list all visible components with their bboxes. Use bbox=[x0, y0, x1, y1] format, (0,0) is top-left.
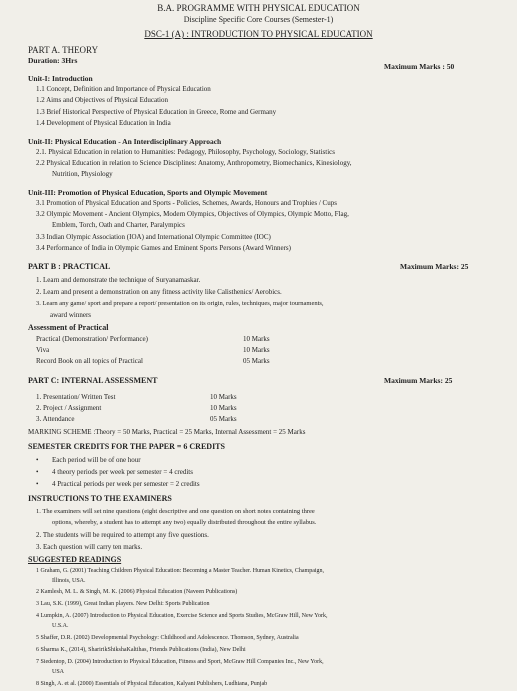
part-c-item: 3. Attendance bbox=[36, 415, 75, 423]
credits-title: SEMESTER CREDITS FOR THE PAPER = 6 CREDITS bbox=[28, 442, 225, 451]
reading-item: 4 Lumpkin, A. (2007) Introduction to Physical Education, Exercise Science and Sports Studies, McGraw Hill, New York, bbox=[36, 613, 328, 619]
part-b-max-marks: Maximum Marks: 25 bbox=[400, 262, 469, 271]
unit-1-item: 1.4 Development of Physical Education in India bbox=[36, 119, 171, 127]
instructions-title: INSTRUCTIONS TO THE EXAMINERS bbox=[28, 494, 172, 503]
part-b-item: 1. Learn and demonstrate the technique of Suryanamaskar. bbox=[36, 276, 201, 284]
part-a-duration: Duration: 3Hrs bbox=[28, 56, 78, 65]
part-c-marks: 10 Marks bbox=[210, 393, 237, 401]
assessment-title: Assessment of Practical bbox=[28, 323, 109, 332]
part-c-item: 2. Project / Assignment bbox=[36, 404, 102, 412]
assessment-marks: 10 Marks bbox=[243, 346, 270, 354]
reading-item: U.S.A. bbox=[52, 623, 69, 629]
unit-1-item: 1.1 Concept, Definition and Importance of Physical Education bbox=[36, 85, 211, 93]
reading-item: 7 Siedentop, D. (2004) Introduction to Physical Education, Fitness and Sport, McGraw Hill Companies Inc., New York, bbox=[36, 659, 324, 665]
unit-2-item: Nutrition, Physiology bbox=[52, 170, 113, 178]
reading-item: USA bbox=[52, 669, 65, 675]
unit-1-title: Unit-I: Introduction bbox=[28, 74, 93, 83]
instructions-item: options, whereby, a student has to attempt any two) equally distributed throughout the entire syllabus. bbox=[52, 519, 317, 526]
instructions-item: 3. Each question will carry ten marks. bbox=[36, 543, 143, 551]
unit-3-item: Emblem, Torch, Oath and Charter, Paralympics bbox=[52, 221, 185, 229]
bullet-icon: • bbox=[36, 456, 39, 464]
unit-3-item: 3.3 Indian Olympic Association (IOA) and International Olympic Committee (IOC) bbox=[36, 233, 271, 241]
assessment-label: Viva bbox=[36, 346, 50, 354]
unit-3-item: 3.1 Promotion of Physical Education and Sports - Policies, Schemes, Awards, Honours and Trophies / Cups bbox=[36, 199, 337, 207]
reading-item: 6 Sharma K., (2014), SharirikShikshaKaltihas, Friends Publications (India), New Delhi bbox=[36, 647, 246, 653]
credits-item: 4 Practical periods per week per semester = 2 credits bbox=[52, 480, 200, 488]
part-c-title: PART C: INTERNAL ASSESSMENT bbox=[28, 376, 158, 385]
reading-item: 2 Kamlesh, M. L. & Singh, M. K. (2006) Physical Education (Naveen Publications) bbox=[36, 589, 238, 595]
part-b-title: PART B : PRACTICAL bbox=[28, 262, 111, 271]
instructions-item: 2. The students will be required to attempt any five questions. bbox=[36, 531, 209, 539]
reading-item: Illinois, USA. bbox=[52, 578, 86, 584]
unit-3-item: 3.4 Performance of India in Olympic Games and Eminent Sports Persons (Award Winners) bbox=[36, 244, 291, 252]
bullet-icon: • bbox=[36, 468, 39, 476]
programme-title: B.A. PROGRAMME WITH PHYSICAL EDUCATION bbox=[157, 3, 360, 13]
part-c-marks: 10 Marks bbox=[210, 404, 237, 412]
part-b-item: 3. Learn any game/ sport and prepare a report/ presentation on its origin, rules, techniques, major tournaments, bbox=[36, 300, 324, 307]
part-c-marks: 05 Marks bbox=[210, 415, 237, 423]
reading-item: 5 Shaffer, D.R. (2002) Developmental Psychology: Childhood and Adolescence. Thomson, Sydney, Australia bbox=[36, 635, 299, 641]
instructions-item: 1. The examiners will set nine questions (eight descriptive and one question on short notes containing three bbox=[36, 508, 315, 515]
unit-1-item: 1.2 Aims and Objectives of Physical Education bbox=[36, 96, 169, 104]
readings-title: SUGGESTED READINGS bbox=[28, 555, 122, 564]
unit-2-item: 2.1. Physical Education in relation to Humanities: Pedagogy, Philosophy, Psychology, Sociology, Statistics bbox=[36, 148, 335, 156]
unit-2-item: 2.2 Physical Education in relation to Science Disciplines: Anatomy, Anthropometry, Biomechanics, Kinesiology, bbox=[36, 159, 352, 167]
assessment-label: Practical (Demonstration/ Performance) bbox=[36, 335, 148, 343]
part-a-title: PART A. THEORY bbox=[28, 45, 99, 55]
marking-scheme: MARKING SCHEME :Theory = 50 Marks, Practical = 25 Marks, Internal Assessment = 25 Marks bbox=[28, 428, 306, 436]
assessment-label: Record Book on all topics of Practical bbox=[36, 357, 143, 365]
part-b-item: award winners bbox=[50, 311, 92, 319]
unit-3-item: 3.2 Olympic Movement - Ancient Olympics, Modern Olympics, Objectives of Olympics, Olympic Motto, Flag, bbox=[36, 210, 349, 218]
discipline-subtitle: Discipline Specific Core Courses (Semester-1) bbox=[183, 15, 334, 24]
bullet-icon: • bbox=[36, 480, 39, 488]
assessment-marks: 10 Marks bbox=[243, 335, 270, 343]
unit-1-item: 1.3 Brief Historical Perspective of Physical Education in Greece, Rome and Germany bbox=[36, 108, 277, 116]
part-b-item: 2. Learn and present a demonstration on any fitness activity like Calisthenics/ Aerobics. bbox=[36, 288, 282, 296]
part-a-max-marks: Maximum Marks : 50 bbox=[384, 62, 455, 71]
reading-item: 3 Lau, S.K. (1999), Great Indian players. New Delhi: Sports Publication bbox=[36, 601, 210, 607]
assessment-marks: 05 Marks bbox=[243, 357, 270, 365]
credits-item: 4 theory periods per week per semester = 4 credits bbox=[52, 468, 193, 476]
credits-item: Each period will be of one hour bbox=[52, 456, 141, 464]
course-title: DSC-1 (A) : INTRODUCTION TO PHYSICAL EDUCATION bbox=[144, 29, 373, 39]
unit-3-title: Unit-III: Promotion of Physical Education, Sports and Olympic Movement bbox=[28, 188, 268, 197]
part-c-item: 1. Presentation/ Written Test bbox=[36, 393, 116, 401]
part-c-max-marks: Maximum Marks: 25 bbox=[384, 376, 453, 385]
unit-2-title: Unit-II: Physical Education - An Interdisciplinary Approach bbox=[28, 137, 222, 146]
reading-item: 8 Singh, A. et al. (2000) Essentials of Physical Education, Kalyani Publishers, Ludhiana, Punjab bbox=[36, 681, 268, 687]
reading-item: 1 Graham, G. (2001) Teaching Children Physical Education: Becoming a Master Teacher. Human Kinetics, Champaign, bbox=[36, 568, 325, 574]
